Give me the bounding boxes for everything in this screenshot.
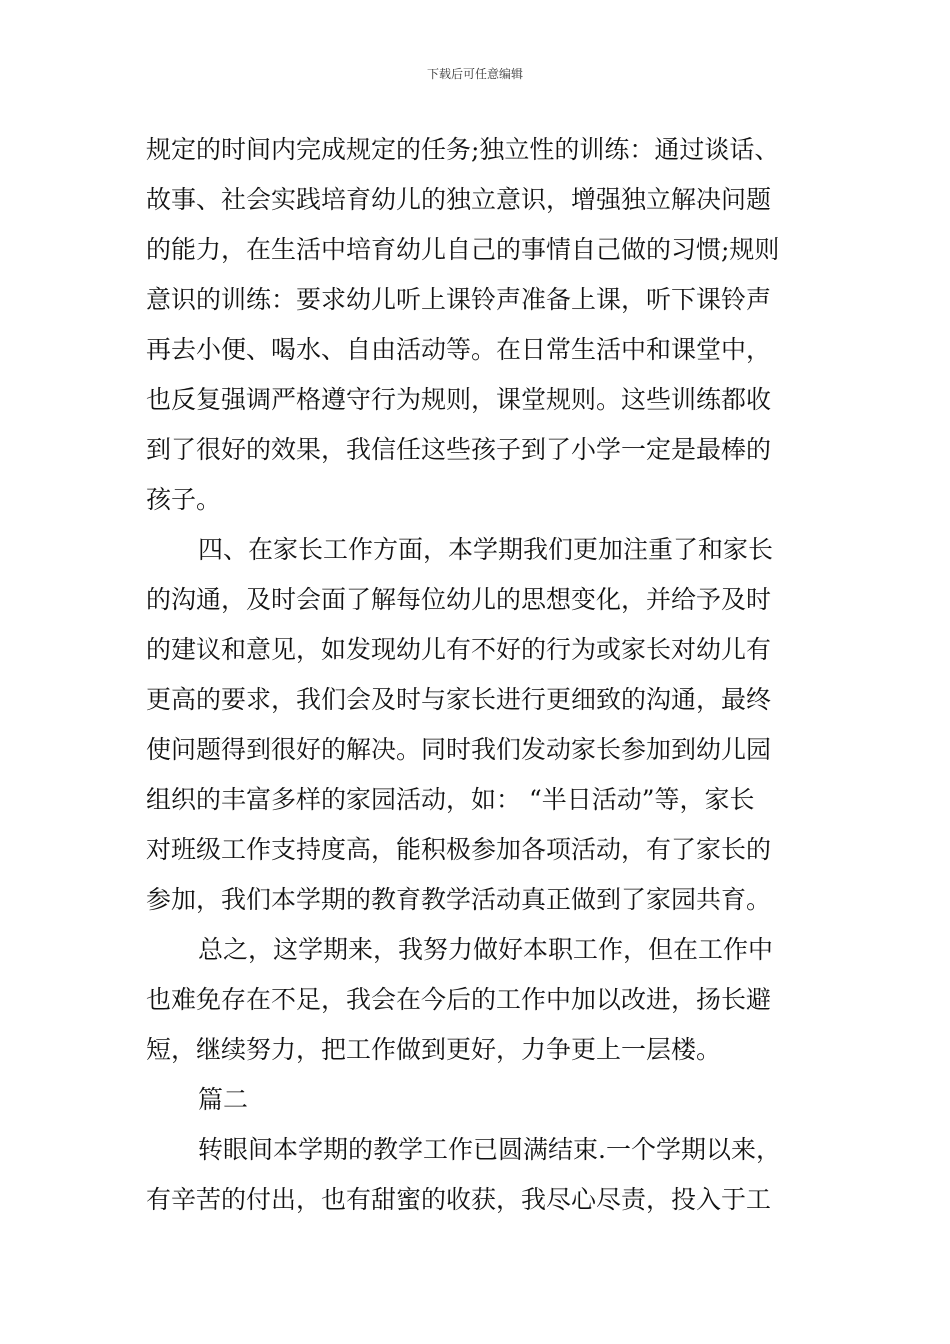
text-line: 孩子。 bbox=[146, 485, 222, 514]
text-line: 短，继续努力，把工作做到更好，力争更上一层楼。 bbox=[146, 1035, 722, 1064]
text-line: 参加，我们本学期的教育教学活动真正做到了家园共育。 bbox=[146, 885, 772, 914]
section-heading: 篇二 bbox=[198, 1085, 249, 1114]
text-line: 到了很好的效果，我信任这些孩子到了小学一定是最棒的 bbox=[146, 435, 772, 464]
text-line: 意识的训练：要求幼儿听上课铃声准备上课，听下课铃声 bbox=[146, 285, 772, 314]
text-line: 有辛苦的付出，也有甜蜜的收获，我尽心尽责，投入于工 bbox=[146, 1185, 772, 1214]
text-line: 也难免存在不足，我会在今后的工作中加以改进，扬长避 bbox=[146, 985, 772, 1014]
text-line: 故事、社会实践培育幼儿的独立意识，增强独立解决问题 bbox=[146, 185, 772, 214]
text-line: 的能力，在生活中培育幼儿自己的事情自己做的习惯;规则 bbox=[146, 235, 780, 264]
document-body bbox=[146, 125, 810, 1225]
paragraph-start-line: 总之，这学期来，我努力做好本职工作，但在工作中 bbox=[198, 935, 774, 964]
page-header-note: 下载后可任意编辑 bbox=[426, 67, 523, 81]
text-line: 再去小便、喝水、自由活动等。在日常生活中和课堂中， bbox=[146, 335, 772, 364]
text-line: 的沟通，及时会面了解每位幼儿的思想变化，并给予及时 bbox=[146, 585, 772, 614]
text-line: 也反复强调严格遵守行为规则，课堂规则。这些训练都收 bbox=[146, 385, 772, 414]
text-line: 对班级工作支持度高，能积极参加各项活动，有了家长的 bbox=[146, 835, 772, 864]
paragraph-start-line: 四、在家长工作方面，本学期我们更加注重了和家长 bbox=[198, 535, 774, 564]
paragraph-start-line: 转眼间本学期的教学工作已圆满结束.一个学期以来， bbox=[198, 1135, 781, 1164]
text-line: 使问题得到很好的解决。同时我们发动家长参加到幼儿园 bbox=[146, 735, 772, 764]
text-line: 的建议和意见，如发现幼儿有不好的行为或家长对幼儿有 bbox=[146, 635, 772, 664]
text-line: 规定的时间内完成规定的任务;独立性的训练：通过谈话、 bbox=[146, 135, 780, 164]
text-line: 组织的丰富多样的家园活动，如： “半日活动”等，家长 bbox=[146, 785, 755, 814]
text-line: 更高的要求，我们会及时与家长进行更细致的沟通，最终 bbox=[146, 685, 772, 714]
